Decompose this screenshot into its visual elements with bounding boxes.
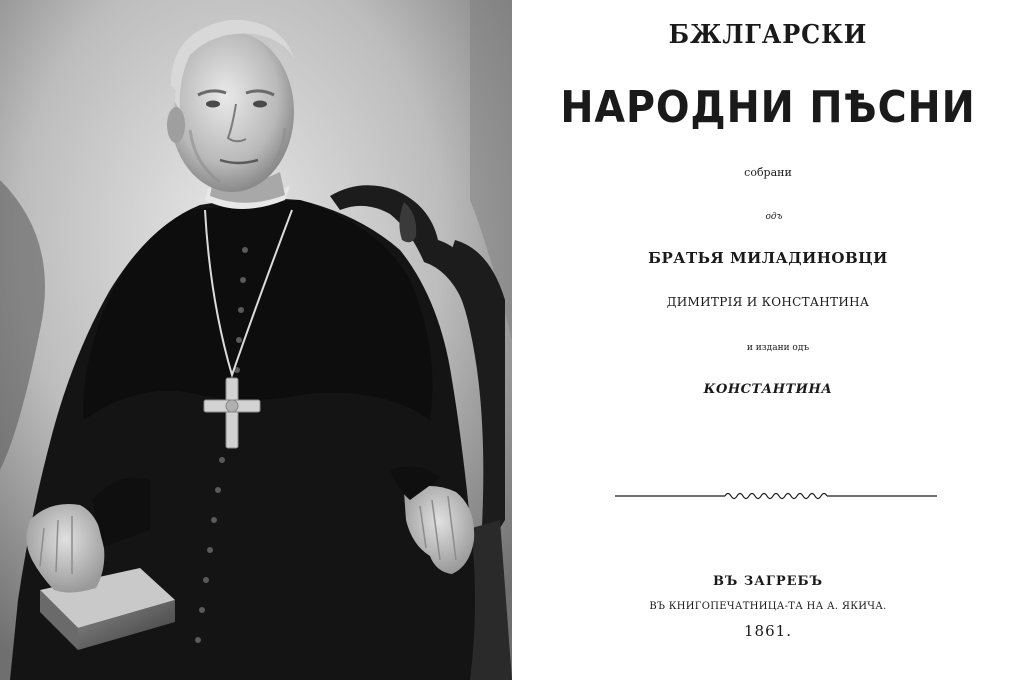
imprint-printer: ВЪ КНИГОПЕЧАТНИЦА-ТА НА А. ЯКИЧА. xyxy=(649,601,887,612)
authors-line: БРАТЬЯ МИЛАДИНОВЦИ xyxy=(648,249,888,267)
imprint-year: 1861. xyxy=(744,622,792,640)
author-names: ДИМИТРІЯ И КОНСТАНТИНА xyxy=(666,295,870,309)
editor-name: КОНСТАНТИНА xyxy=(703,382,833,397)
imprint-city: ВЪ ЗАГРЕБЪ xyxy=(712,574,824,589)
collected-text: собрани xyxy=(744,166,792,179)
decorative-rule xyxy=(615,486,937,506)
published-by-text: и издани одъ xyxy=(746,343,810,353)
book-title-page xyxy=(512,0,1024,680)
by-text: одъ xyxy=(765,212,783,222)
title-line-1: БЖЛГАРСКИ xyxy=(668,20,868,50)
title-line-2: НАРОДНИ ПѢСНИ xyxy=(560,82,976,133)
